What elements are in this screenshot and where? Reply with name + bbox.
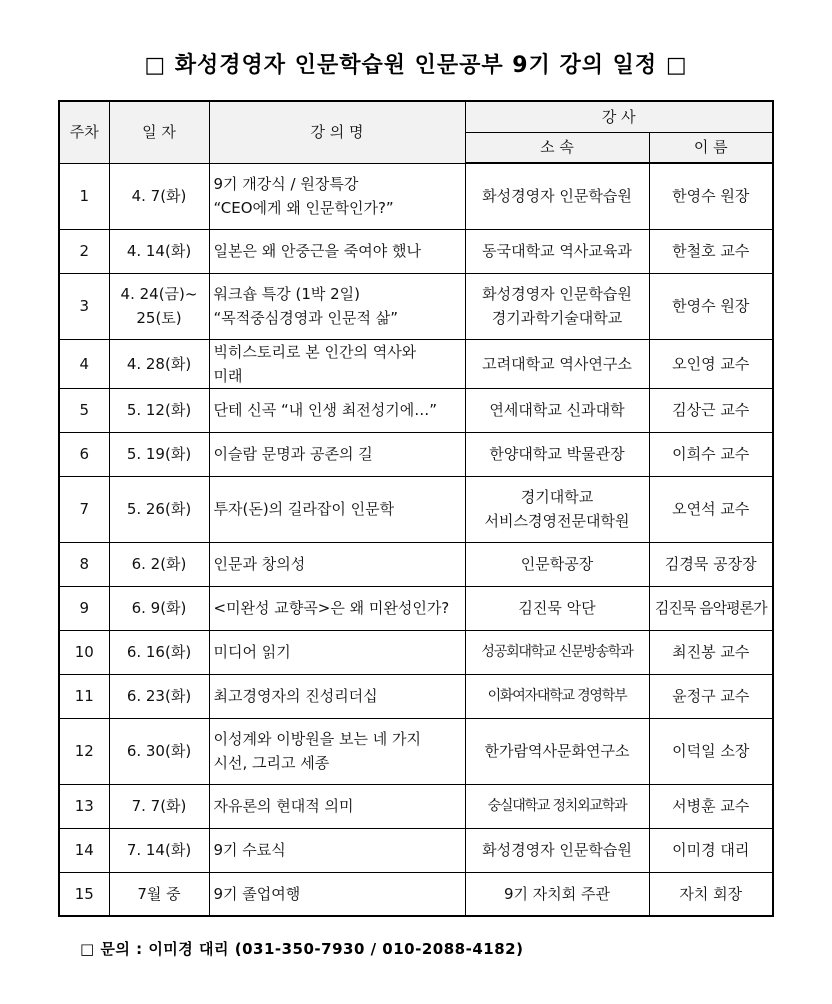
lecture-cell xyxy=(209,872,465,916)
lecture-cell-line: 투자(돈)의 길라잡이 인문학 xyxy=(213,500,395,518)
affiliation-cell xyxy=(465,229,649,273)
table-row xyxy=(59,339,773,388)
week-cell xyxy=(59,674,109,718)
affiliation-cell-line: 동국대학교 역사교육과 xyxy=(482,242,632,260)
lecture-cell-line: 단테 신곡 “내 인생 최전성기에…” xyxy=(213,401,437,419)
name-cell-line: 한영수 원장 xyxy=(672,187,750,206)
table-row xyxy=(59,784,773,828)
name-cell-line: 김진묵 음악평론가 xyxy=(654,599,767,617)
name-cell-line: 김상근 교수 xyxy=(672,401,750,419)
table-row xyxy=(59,586,773,630)
week-cell-line: 4 xyxy=(79,354,90,373)
affiliation-cell-line: 서비스경영전문대학원 xyxy=(484,512,630,530)
affiliation-cell xyxy=(465,163,649,229)
lecture-cell xyxy=(209,828,465,872)
lecture-cell xyxy=(209,432,465,476)
week-cell xyxy=(59,718,109,784)
date-cell-line: 6. 9(화) xyxy=(131,599,187,617)
date-cell-line: 4. 24(금)~ xyxy=(120,285,198,303)
week-cell xyxy=(59,273,109,339)
affiliation-cell-line: 9기 자치회 주관 xyxy=(503,884,611,903)
name-cell-line: 오연석 교수 xyxy=(672,500,750,518)
week-cell xyxy=(59,163,109,229)
table-row xyxy=(59,872,773,916)
lecture-cell-line: 시선, 그리고 세종 xyxy=(213,754,330,772)
week-cell xyxy=(59,630,109,674)
lecture-cell-line: 워크숍 특강 (1박 2일) xyxy=(213,285,361,303)
lecture-cell-line: 최고경영자의 진성리더십 xyxy=(213,687,378,705)
affiliation-cell xyxy=(465,828,649,872)
lecture-cell-line: 자유론의 현대적 의미 xyxy=(213,797,354,815)
week-cell-line: 13 xyxy=(74,797,94,815)
name-cell xyxy=(649,339,773,388)
affiliation-cell-line: 한가람역사문화연구소 xyxy=(484,742,630,760)
name-cell-line: 이덕일 소장 xyxy=(672,742,750,760)
date-cell xyxy=(109,784,209,828)
affiliation-cell-line: 인문학공장 xyxy=(520,555,594,573)
affiliation-cell-line: 화성경영자 인문학습원 xyxy=(482,187,632,206)
name-cell xyxy=(649,784,773,828)
lecture-cell xyxy=(209,586,465,630)
name-cell xyxy=(649,388,773,432)
name-cell xyxy=(649,229,773,273)
name-cell-line: 한철호 교수 xyxy=(672,242,750,260)
affiliation-cell xyxy=(465,542,649,586)
name-cell xyxy=(649,163,773,229)
lecture-cell-line: “CEO에게 왜 인문학인가?” xyxy=(213,199,394,217)
lecture-cell-line: 빅히스토리로 본 인간의 역사와 xyxy=(213,342,417,361)
table-row xyxy=(59,476,773,542)
lecture-cell-line: 일본은 왜 안중근을 죽여야 했나 xyxy=(213,242,421,260)
week-cell xyxy=(59,229,109,273)
lecture-cell xyxy=(209,542,465,586)
date-cell xyxy=(109,229,209,273)
affiliation-cell-line: 한양대학교 박물관장 xyxy=(489,445,625,463)
name-cell xyxy=(649,718,773,784)
table-row xyxy=(59,718,773,784)
name-cell xyxy=(649,872,773,916)
affiliation-cell-line: 화성경영자 인문학습원 xyxy=(482,841,632,859)
affiliation-cell xyxy=(465,674,649,718)
affiliation-cell xyxy=(465,476,649,542)
contact-footer: □ 문의 : 이미경 대리 (031-350-7930 / 010-2088-4182) xyxy=(80,940,524,958)
table-row xyxy=(59,630,773,674)
affiliation-cell xyxy=(465,432,649,476)
affiliation-cell-line: 고려대학교 역사연구소 xyxy=(482,354,632,373)
lecture-cell xyxy=(209,273,465,339)
week-cell-line: 11 xyxy=(74,687,94,705)
header-week: 주차 xyxy=(59,101,109,163)
date-cell-line: 6. 30(화) xyxy=(126,742,192,760)
week-cell-line: 1 xyxy=(79,187,90,205)
week-cell xyxy=(59,586,109,630)
affiliation-cell-line: 김진묵 악단 xyxy=(518,599,596,617)
week-cell-line: 9 xyxy=(79,599,90,617)
name-cell xyxy=(649,674,773,718)
header-date: 일 자 xyxy=(109,101,209,163)
week-cell-line: 8 xyxy=(79,555,90,573)
date-cell-line: 5. 26(화) xyxy=(126,500,192,518)
date-cell xyxy=(109,476,209,542)
schedule-table xyxy=(58,100,774,917)
date-cell xyxy=(109,586,209,630)
name-cell-line: 자치 회장 xyxy=(679,884,743,903)
lecture-cell xyxy=(209,784,465,828)
name-cell-line: 이미경 대리 xyxy=(672,841,750,859)
date-cell xyxy=(109,273,209,339)
header-lecturer: 강 사 xyxy=(465,101,773,132)
date-cell xyxy=(109,630,209,674)
date-cell-line: 4. 14(화) xyxy=(126,242,192,260)
name-cell-line: 최진봉 교수 xyxy=(672,643,750,661)
name-cell xyxy=(649,586,773,630)
week-cell-line: 6 xyxy=(79,445,90,463)
lecture-cell-line: 9기 졸업여행 xyxy=(213,884,301,903)
week-cell-line: 15 xyxy=(74,884,94,903)
week-cell-line: 12 xyxy=(74,742,94,760)
date-cell xyxy=(109,388,209,432)
name-cell-line: 오인영 교수 xyxy=(672,354,750,373)
date-cell xyxy=(109,674,209,718)
date-cell xyxy=(109,339,209,388)
week-cell xyxy=(59,388,109,432)
affiliation-cell xyxy=(465,586,649,630)
affiliation-cell xyxy=(465,784,649,828)
lecture-cell-line: 9기 개강식 / 원장특강 xyxy=(213,175,359,193)
week-cell xyxy=(59,542,109,586)
week-cell-line: 7 xyxy=(79,500,90,518)
lecture-cell-line: 이성계와 이방원을 보는 네 가지 xyxy=(213,730,421,748)
date-cell xyxy=(109,718,209,784)
date-cell-line: 25(토) xyxy=(136,309,182,327)
date-cell-line: 6. 16(화) xyxy=(126,643,192,661)
lecture-cell xyxy=(209,674,465,718)
name-cell xyxy=(649,542,773,586)
lecture-cell xyxy=(209,630,465,674)
lecture-cell-line: “목적중심경영과 인문적 삶” xyxy=(213,309,398,327)
table-row xyxy=(59,388,773,432)
date-cell xyxy=(109,542,209,586)
lecture-cell xyxy=(209,718,465,784)
lecture-cell xyxy=(209,229,465,273)
affiliation-cell-line: 연세대학교 신과대학 xyxy=(489,401,625,419)
table-row xyxy=(59,542,773,586)
week-cell-line: 3 xyxy=(79,297,90,315)
week-cell-line: 5 xyxy=(79,401,90,419)
date-cell xyxy=(109,872,209,916)
date-cell-line: 7. 7(화) xyxy=(131,797,187,815)
page-title: □ 화성경영자 인문학습원 인문공부 9기 강의 일정 □ xyxy=(144,53,688,78)
header-name: 이 름 xyxy=(649,132,773,163)
week-cell xyxy=(59,784,109,828)
table-row xyxy=(59,828,773,872)
name-cell-line: 김경묵 공장장 xyxy=(664,555,757,573)
date-cell-line: 5. 19(화) xyxy=(126,445,192,463)
week-cell-line: 10 xyxy=(74,643,94,661)
date-cell-line: 6. 2(화) xyxy=(131,555,187,573)
table-row xyxy=(59,674,773,718)
week-cell-line: 14 xyxy=(74,841,94,859)
table-row xyxy=(59,163,773,229)
date-cell-line: 7. 14(화) xyxy=(126,841,192,859)
date-cell xyxy=(109,828,209,872)
name-cell-line: 서병훈 교수 xyxy=(672,797,750,815)
affiliation-cell xyxy=(465,273,649,339)
date-cell-line: 7월 중 xyxy=(137,884,181,903)
name-cell xyxy=(649,273,773,339)
name-cell-line: 윤정구 교수 xyxy=(672,687,750,705)
lecture-cell-line: 9기 수료식 xyxy=(213,841,286,859)
week-cell xyxy=(59,828,109,872)
date-cell-line: 4. 7(화) xyxy=(131,187,187,205)
name-cell xyxy=(649,432,773,476)
lecture-cell-line: 미디어 읽기 xyxy=(213,643,291,661)
name-cell-line: 이희수 교수 xyxy=(672,445,750,463)
name-cell xyxy=(649,630,773,674)
header-affiliation: 소 속 xyxy=(465,132,649,163)
affiliation-cell-line: 이화여자대학교 경영학부 xyxy=(487,688,627,704)
date-cell xyxy=(109,432,209,476)
date-cell-line: 5. 12(화) xyxy=(126,401,192,419)
lecture-cell-line: 인문과 창의성 xyxy=(213,555,306,573)
lecture-cell-line: 이슬람 문명과 공존의 길 xyxy=(213,445,373,463)
lecture-cell xyxy=(209,476,465,542)
affiliation-cell-line: 성공회대학교 신문방송학과 xyxy=(481,644,633,660)
affiliation-cell xyxy=(465,718,649,784)
affiliation-cell-line: 화성경영자 인문학습원 xyxy=(482,285,632,303)
date-cell-line: 6. 23(화) xyxy=(126,687,192,705)
affiliation-cell-line: 숭실대학교 정치외교학과 xyxy=(487,798,627,814)
week-cell-line: 2 xyxy=(79,242,90,260)
name-cell xyxy=(649,828,773,872)
table-row xyxy=(59,273,773,339)
week-cell xyxy=(59,339,109,388)
affiliation-cell xyxy=(465,388,649,432)
affiliation-cell xyxy=(465,872,649,916)
lecture-cell-line: 미래 xyxy=(213,366,243,385)
affiliation-cell xyxy=(465,339,649,388)
week-cell xyxy=(59,872,109,916)
name-cell-line: 한영수 원장 xyxy=(672,297,750,315)
lecture-cell xyxy=(209,163,465,229)
week-cell xyxy=(59,476,109,542)
affiliation-cell xyxy=(465,630,649,674)
lecture-cell xyxy=(209,339,465,388)
week-cell xyxy=(59,432,109,476)
affiliation-cell-line: 경기과학기술대학교 xyxy=(491,309,623,327)
date-cell-line: 4. 28(화) xyxy=(126,354,192,373)
header-lecture: 강 의 명 xyxy=(209,101,465,163)
table-row xyxy=(59,432,773,476)
name-cell xyxy=(649,476,773,542)
lecture-cell-line: <미완성 교향곡>은 왜 미완성인가? xyxy=(213,599,450,617)
table-row xyxy=(59,229,773,273)
date-cell xyxy=(109,163,209,229)
affiliation-cell-line: 경기대학교 xyxy=(520,488,594,506)
lecture-cell xyxy=(209,388,465,432)
